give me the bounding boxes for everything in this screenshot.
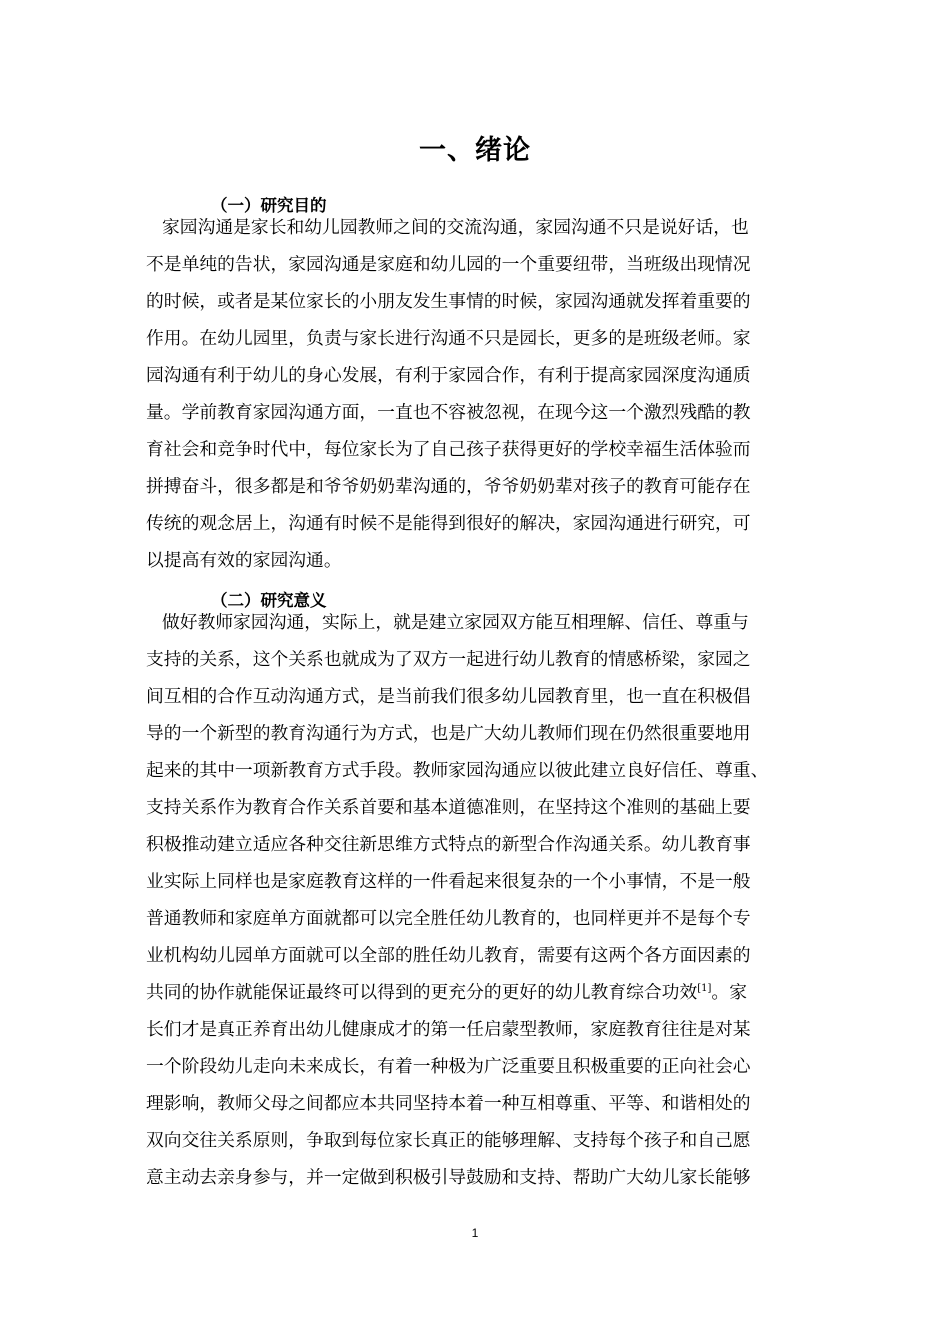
paragraph-line: 积极推动建立适应各种交往新思维方式特点的新型合作沟通关系。幼儿教育事 [146, 834, 751, 855]
paragraph-line: 意主动去亲身参与，并一定做到积极引导鼓励和支持、帮助广大幼儿家长能够 [146, 1167, 751, 1188]
paragraph-line: 传统的观念居上，沟通有时候不是能得到很好的解决，家园沟通进行研究，可 [146, 513, 751, 534]
paragraph-line: 做好教师家园沟通，实际上，就是建立家园双方能互相理解、信任、尊重与 [162, 612, 749, 633]
paragraph-line: 家园沟通是家长和幼儿园教师之间的交流沟通，家园沟通不只是说好话，也 [162, 217, 749, 238]
section-heading-purpose: （一）研究目的 [211, 196, 327, 215]
paragraph-line: 育社会和竞争时代中，每位家长为了自己孩子获得更好的学校幸福生活体验而 [146, 439, 751, 460]
paragraph-line: 起来的其中一项新教育方式手段。教师家园沟通应以彼此建立良好信任、尊重、 [146, 760, 769, 781]
paragraph-line: 业实际上同样也是家庭教育这样的一件看起来很复杂的一个小事情，不是一般 [146, 871, 751, 892]
paragraph-line: 以提高有效的家园沟通。 [146, 550, 342, 571]
paragraph-line-with-reference [146, 979, 806, 1004]
paragraph-line: 拼搏奋斗，很多都是和爷爷奶奶辈沟通的，爷爷奶奶辈对孩子的教育可能存在 [146, 476, 751, 497]
page-number: 1 [471, 1226, 479, 1240]
paragraph-line: 双向交往关系原则，争取到每位家长真正的能够理解、支持每个孩子和自己愿 [146, 1130, 751, 1151]
paragraph-line: 一个阶段幼儿走向未来成长，有着一种极为广泛重要且积极重要的正向社会心 [146, 1056, 751, 1077]
paragraph-line: 长们才是真正养育出幼儿健康成才的第一任启蒙型教师，家庭教育往往是对某 [146, 1019, 751, 1040]
paragraph-text: 。家 [711, 982, 747, 1003]
paragraph-line: 支持关系作为教育合作关系首要和基本道德准则，在坚持这个准则的基础上要 [146, 797, 751, 818]
paragraph-line: 业机构幼儿园单方面就可以全部的胜任幼儿教育，需要有这两个各方面因素的 [146, 945, 751, 966]
paragraph-text: 共同的协作就能保证最终可以得到的更充分的更好的幼儿教育综合功效 [146, 982, 698, 1003]
paragraph-line: 导的一个新型的教育沟通行为方式，也是广大幼儿教师们现在仍然很重要地用 [146, 723, 751, 744]
paragraph-line: 不是单纯的告状，家园沟通是家庭和幼儿园的一个重要纽带，当班级出现情况 [146, 254, 751, 275]
paragraph-line: 支持的关系，这个关系也就成为了双方一起进行幼儿教育的情感桥梁，家园之 [146, 649, 751, 670]
citation-reference[interactable]: [1] [697, 983, 712, 995]
paragraph-line: 园沟通有利于幼儿的身心发展，有利于家园合作，有利于提高家园深度沟通质 [146, 365, 751, 386]
paragraph-line: 间互相的合作互动沟通方式，是当前我们很多幼儿园教育里，也一直在积极倡 [146, 686, 751, 707]
section-heading-significance: （二）研究意义 [211, 591, 327, 610]
paragraph-line: 量。学前教育家园沟通方面，一直也不容被忽视，在现今这一个激烈残酷的教 [146, 402, 751, 423]
paragraph-line: 理影响，教师父母之间都应本共同坚持本着一种互相尊重、平等、和谐相处的 [146, 1093, 751, 1114]
paragraph-line: 普通教师和家庭单方面就都可以完全胜任幼儿教育的，也同样更并不是每个专 [146, 908, 751, 929]
chapter-title: 一、绪论 [419, 135, 531, 166]
paragraph-line: 的时候，或者是某位家长的小朋友发生事情的时候，家园沟通就发挥着重要的 [146, 291, 751, 312]
paragraph-line: 作用。在幼儿园里，负责与家长进行沟通不只是园长，更多的是班级老师。家 [146, 328, 751, 349]
